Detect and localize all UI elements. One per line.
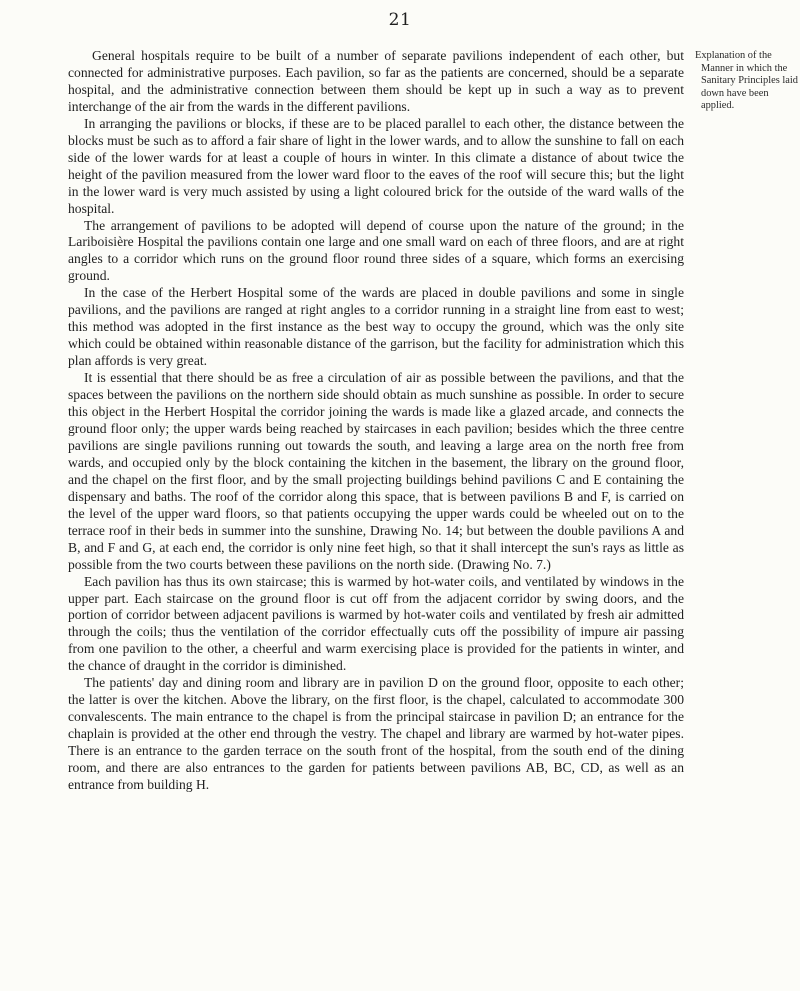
page-number: 21 bbox=[388, 10, 412, 30]
paragraph: It is essential that there should be as free a circulation of air as possible between the pavilions, and that the spaces between the pavilions on the northern side should obtain as much sunshine as possible. In order to secure this object in the Herbert Hospital the corridor joining the wards is made like a glazed arcade, and connects the ground floor only; the upper wards being reached by staircases in each pavilion; besides which the three centre pavilions are single pavilions running out towards the south, and leaving a large area on the north free from wards, and occupied only by the block containing the kitchen in the basement, the library on the ground floor, and the chapel on the first floor, and by the small projecting buildings behind pavilions C and E containing the dispensary and baths. The roof of the corridor along this space, that is between pavilions B and F, is carried on the level of the upper ward floors, so that patients occupying the upper wards could be wheeled out on to the terrace roof in their beds in summer into the sunshine, Drawing No. 14; but between the double pavilions A and B, and F and G, at each end, the corridor is only nine feet high, so that it shall intercept the sun's rays as little as possible from the two courts between these pavilions on the north side. (Drawing No. 7.) bbox=[68, 370, 684, 572]
paragraph: The patients' day and dining room and library are in pavilion D on the ground floor, opposite to each other; the latter is over the kitchen. Above the library, on the first floor, is the chapel, calculated to accommodate 300 convalescents. The main entrance to the chapel is from the principal staircase in pavilion D; an entrance for the chaplain is provided at the other end through the vestry. The chapel and library are warmed by hot-water pipes. There is an entrance to the garden terrace on the south front of the hospital, from the south end of the dining room, and there are also entrances to the garden for patients between pavilions AB, BC, CD, as well as an entrance from building H. bbox=[68, 675, 684, 792]
paragraph: In the case of the Herbert Hospital some of the wards are placed in double pavilions and some in single pavilions, and the pavilions are ranged at right angles to a corridor running in a straight line from east to west; this method was adopted in the first instance as the best way to occupy the ground, which was the only site which could be obtained within reasonable distance of the garrison, but the facility for administration which this plan affords is very great. bbox=[68, 285, 684, 369]
margin-note: Explanation of the Manner in which the Sanitary Principles laid down have been applied. bbox=[695, 50, 798, 112]
paragraph: Each pavilion has thus its own staircase; this is warmed by hot-water coils, and ventilated by windows in the upper part. Each staircase on the ground floor is cut off from the adjacent corridor by swing doors, and the portion of corridor between adjacent pavilions is warmed by hot-water coils and ventilated by fresh air admitted through the coils; thus the ventilation of the corridor effectually cuts off the possibility of impure air passing from one pavilion to the other, a cheerful and warm exercising place is provided for the patients in winter, and the chance of draught in the corridor is diminished. bbox=[68, 573, 684, 674]
body-text bbox=[68, 48, 684, 794]
paragraph: The arrangement of pavilions to be adopted will depend of course upon the nature of the ground; in the Lariboisière Hospital the pavilions contain one large and one small ward on each of three floors, and are at right angles to a corridor which runs on the ground floor round three sides of a square, which forms an exercising ground. bbox=[68, 217, 684, 284]
paragraph: In arranging the pavilions or blocks, if these are to be placed parallel to each other, the distance between the blocks must be such as to afford a fair share of light in the lower wards, and to allow the sunshine to fall on each side of the lower wards for at least a couple of hours in winter. In this climate a distance of about twice the height of the pavilion measured from the lower ward floor to the eaves of the roof will secure this; but the light in the lower ward is very much assisted by using a light coloured brick for the outside of the ward walls of the hospital. bbox=[68, 115, 684, 216]
paragraph: General hospitals require to be built of a number of separate pavilions independent of each other, but connected for administrative purposes. Each pavilion, so far as the patients are concerned, should be a separate hospital, and the administrative connection between them should be kept up in such a way as to prevent interchange of the air from the wards in the different pavilions. bbox=[68, 48, 684, 114]
